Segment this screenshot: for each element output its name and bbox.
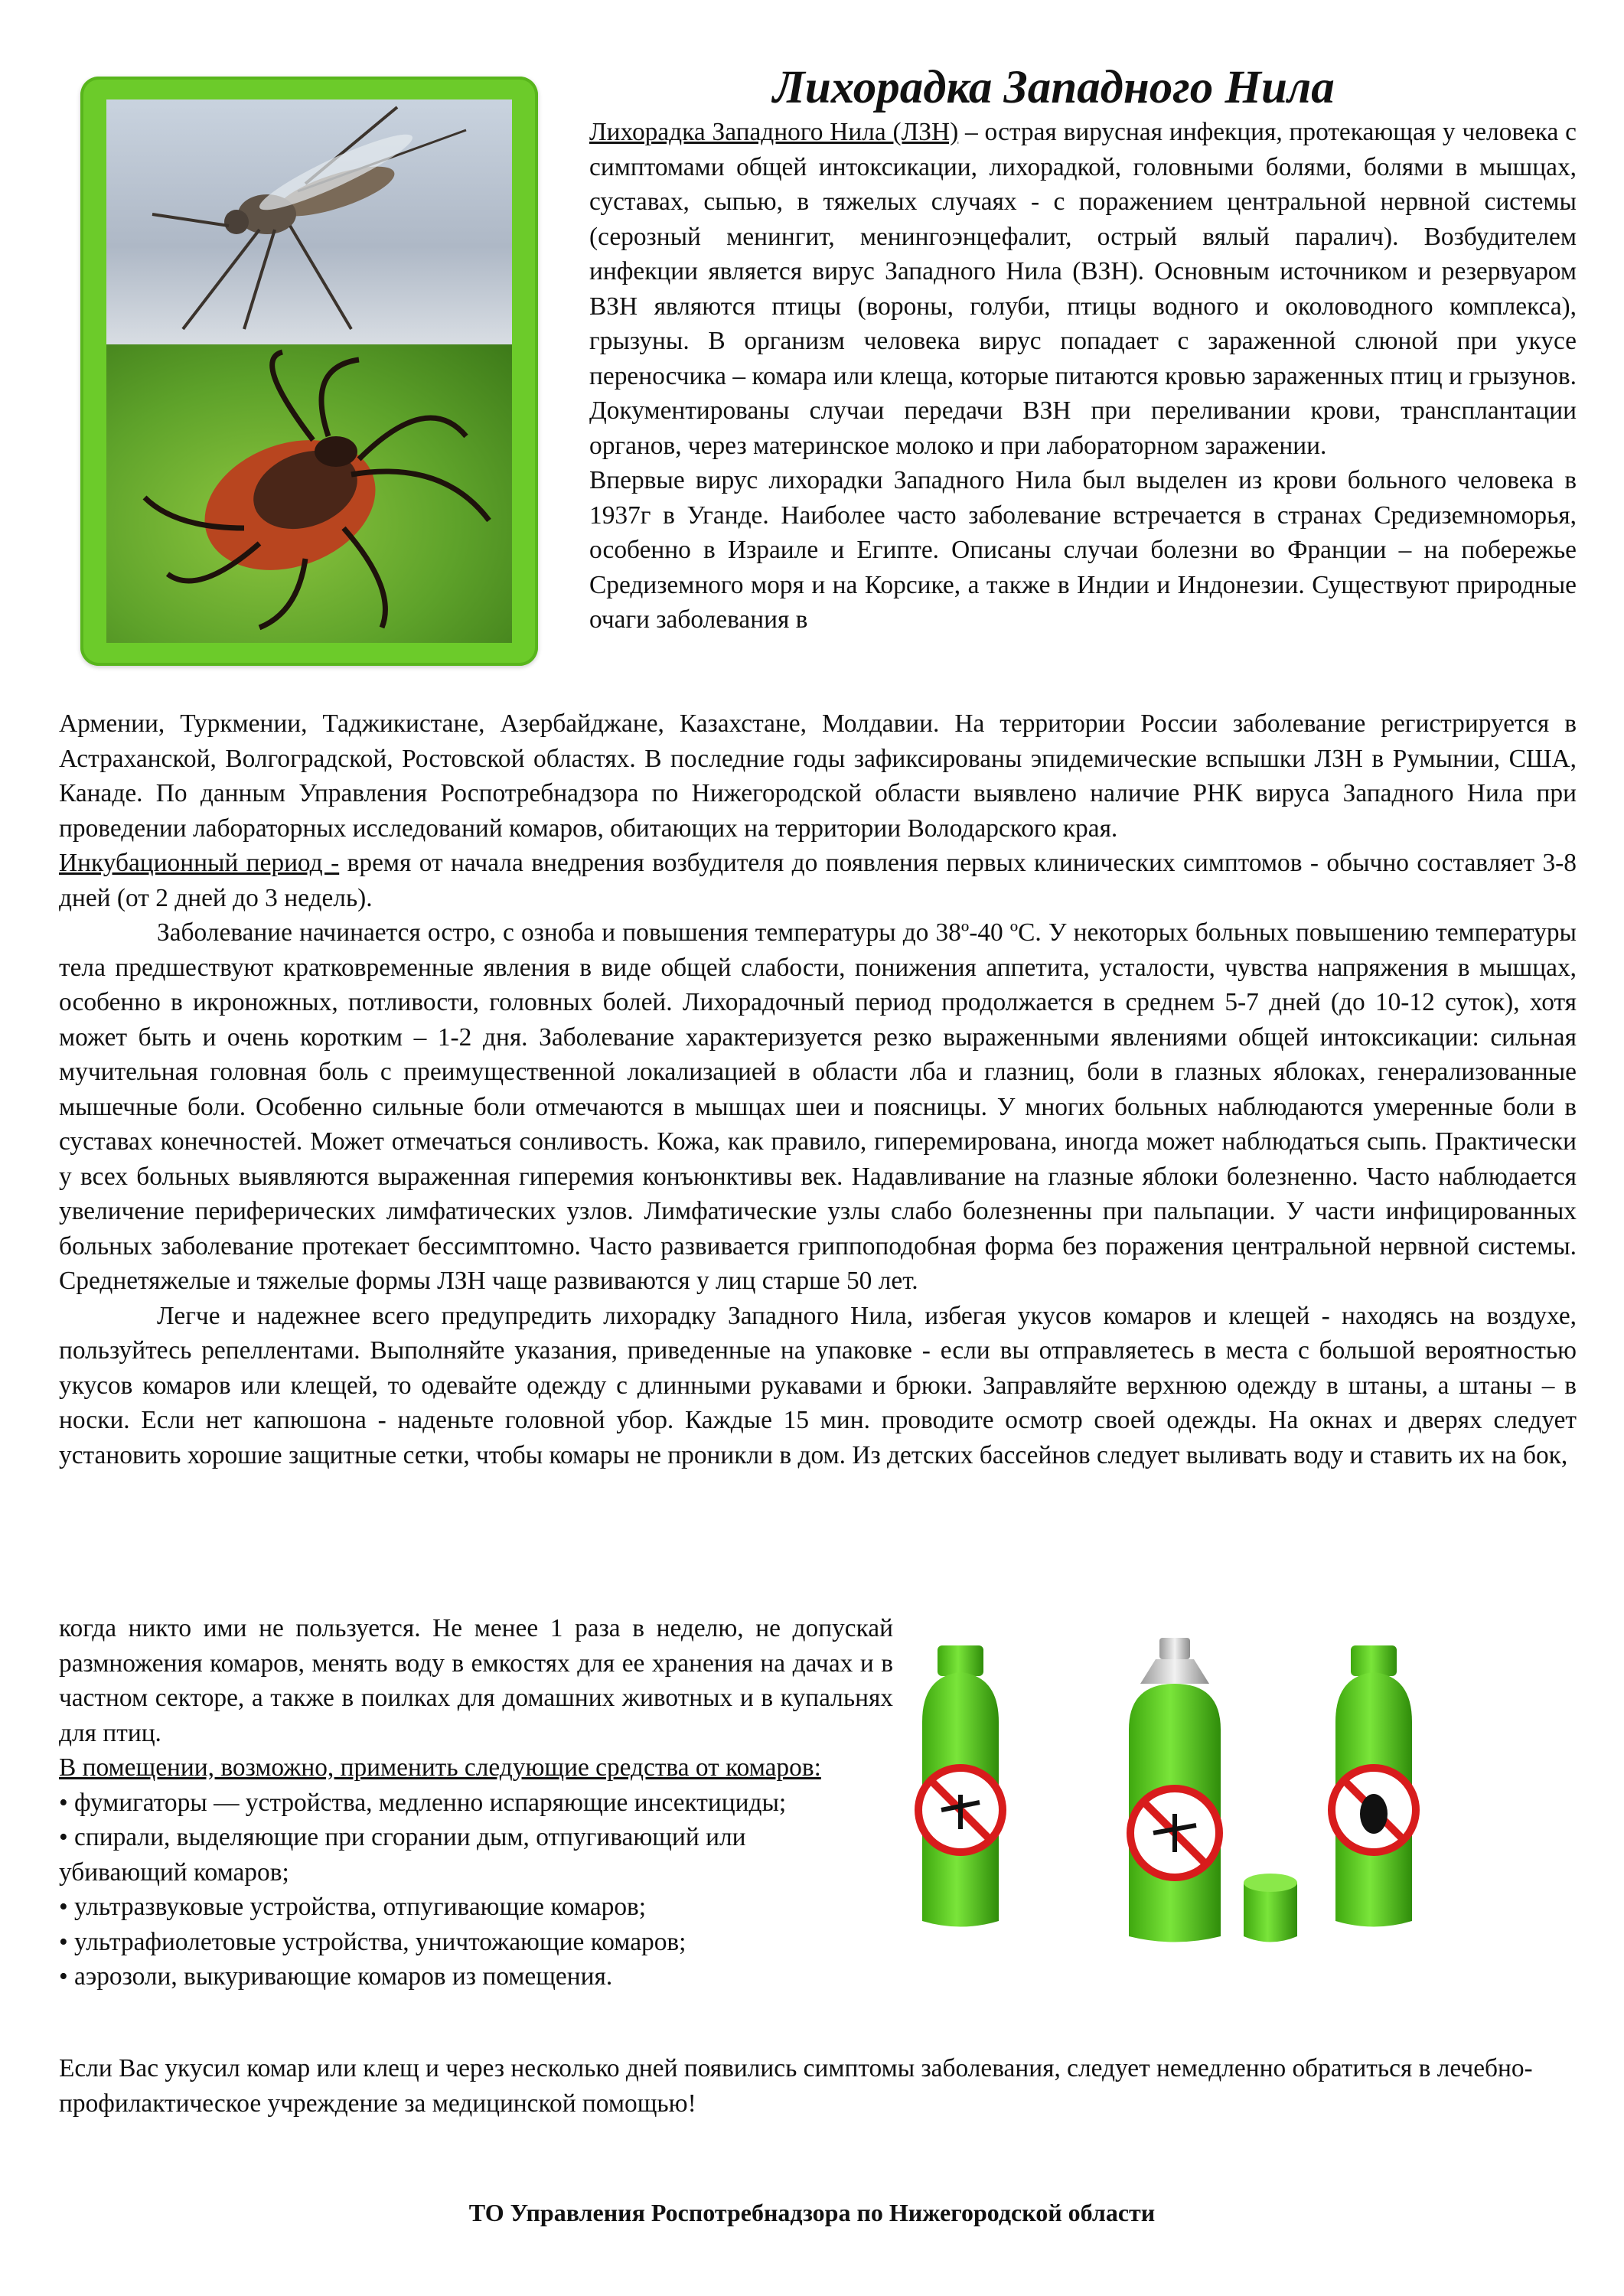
remedy-item: • ультразвуковые устройства, отпугивающие комаров; [59,1893,647,1921]
history-part2: Армении, Туркмении, Таджикистане, Азербайджане, Казахстане, Молдавии. На территории России заболевание регистрируется в Астраханской, Волгоградской, Ростовской областях. В последние годы зафиксированы эпидемические вспышки ЛЗН в Румынии, США, Канаде. По данным Управления Роспотребнадзора по Нижегородской области выявлено наличие РНК вируса Западного Нила при проведении лабораторных исследований комаров, обитающих на территории Володарского края. [59,709,1577,843]
incubation-text: время от начала внедрения возбудителя до появления первых клинических симптомов - обычно составляет 3-8 дней (от 2 дней до 3 недель). [59,849,1577,912]
footer-organization: ТО Управления Роспотребнадзора по Нижегородской области [468,2199,1156,2226]
incubation-term: Инкубационный период - [59,849,340,877]
remedies-block [59,1611,893,1994]
remedies-heading: В помещении, возможно, применить следующие средства от комаров: [59,1753,821,1782]
prevention-continued: когда никто ими не пользуется. Не менее 1 раза в неделю, не допускай размножения комаров, менять воду в емкостях для ее хранения на дачах и в частном секторе, а также в поилках для домашних животных и в купальнях для птиц. [59,1614,893,1747]
remedy-item: • аэрозоли, выкуривающие комаров из помещения. [59,1962,613,1991]
repellent-bottles-illustration [907,1630,1580,1952]
remedy-item: • фумигаторы — устройства, медленно испаряющие инсектициды; [59,1788,787,1817]
prevention-paragraph: Легче и надежнее всего предупредить лихорадку Западного Нила, избегая укусов комаров и клещей - находясь на воздухе, пользуйтесь репеллентами. Выполняйте указания, приведенные на упаковке - если вы отправляетесь в места с большой вероятностью укусов комаров или клещей, то одевайте одежду с длинными рукавами и брюки. Заправляйте верхнюю одежду в штаны, а штаны – в носки. Если нет капюшона - наденьте головной убор. Каждые 15 мин. проводите осмотр своей одежды. На окнах и дверях следует установить хорошие защитные сетки, чтобы комары не проникли в дом. Из детских бассейнов следует выливать воду и ставить их на бок, [59,1301,1577,1469]
intro-block [589,115,1577,638]
closing-text: Если Вас укусил комар или клещ и через несколько дней появились симптомы заболевания, следует немедленно обратиться в лечебно-профилактическое учреждение за медицинской помощью! [59,2054,1533,2118]
remedy-item: • ультрафиолетовые устройства, уничтожающие комаров; [59,1927,686,1956]
bottle-mosquito-2 [1129,1638,1221,1942]
tick-photo [106,344,512,643]
intro-text: – острая вирусная инфекция, протекающая у человека с симптомами общей интоксикации, лихорадкой, головными болями, болями в мышцах, суставах, сыпью, в тяжелых случаях - с поражением центральной нервной системы (серозный менингит, менингоэнцефалит, острый вялый паралич). Возбудителем инфекции является вирус Западного Нила (ВЗН). Основным источником и резервуаром ВЗН являются птицы (вороны, голуби, птицы водного и околоводного комплекса), грызуны. В организм человека вирус попадает с зараженной слюной при укусе переносчика – комара или клеща, которые питаются кровью зараженных птиц и грызунов. Документированы случаи передачи ВЗН при переливании крови, трансплантации органов, через материнское молоко и при лабораторном заражении. [589,118,1577,460]
remedy-item: • спирали, выделяющие при сгорании дым, отпугивающий или убивающий комаров; [59,1823,746,1887]
page-title: Лихорадка Западного Нила [773,62,1335,113]
intro-term: Лихорадка Западного Нила (ЛЗН) [589,118,959,146]
mosquito-photo [106,99,512,344]
symptoms-paragraph: Заболевание начинается остро, с озноба и повышения температуры до 38º-40 ºС. У некоторых больных повышению температуры тела предшествуют кратковременные явления в виде общей слабости, понижения аппетита, усталости, чувства напряжения в мышцах, особенно в икроножных, потливости, головных болей. Лихорадочный период продолжается в среднем 5-7 дней (до 10-12 суток), хотя может быть и очень коротким – 1-2 дня. Заболевание характеризуется резко выраженными явлениями общей интоксикации: сильная мучительная головная боль с преимущественной локализацией в области лба и глазниц, боли в глазных яблоках, генерализованные мышечные боли. Особенно сильные боли отмечаются в мышцах шеи и поясницы. У многих больных наблюдаются умеренные боли в суставах конечностей. Может отмечаться сонливость. Кожа, как правило, гиперемирована, иногда может наблюдаться сыпь. Практически у всех больных выявляются выраженная гиперемия конъюнктивы век. Надавливание на глазные яблоки болезненно. Часто наблюдается увеличение периферических лимфатических узлов. Лимфатические узлы слабо болезненны при пальпации. У части инфицированных больных заболевание протекает бессимптомно. Часто развивается гриппоподобная форма без поражения центральной нервной системы. Среднетяжелые и тяжелые формы ЛЗН чаще развиваются у лиц старше 50 лет. [59,918,1577,1295]
bottle-mosquito-1 [918,1645,1003,1927]
history-part1: Впервые вирус лихорадки Западного Нила был выделен из крови больного человека в 1937г в Уганде. Наиболее часто заболевание встречается в странах Средиземноморья, особенно в Израиле и Египте. Описаны случаи болезни во Франции – на побережье Средиземного моря и на Корсике, а также в Индии и Индонезии. Существуют природные очаги заболевания в [589,466,1577,634]
bottle-beetle [1332,1645,1416,1927]
bottle-cap [1244,1874,1297,1942]
main-text-block [59,706,1577,1473]
insect-photo-frame [80,77,538,666]
